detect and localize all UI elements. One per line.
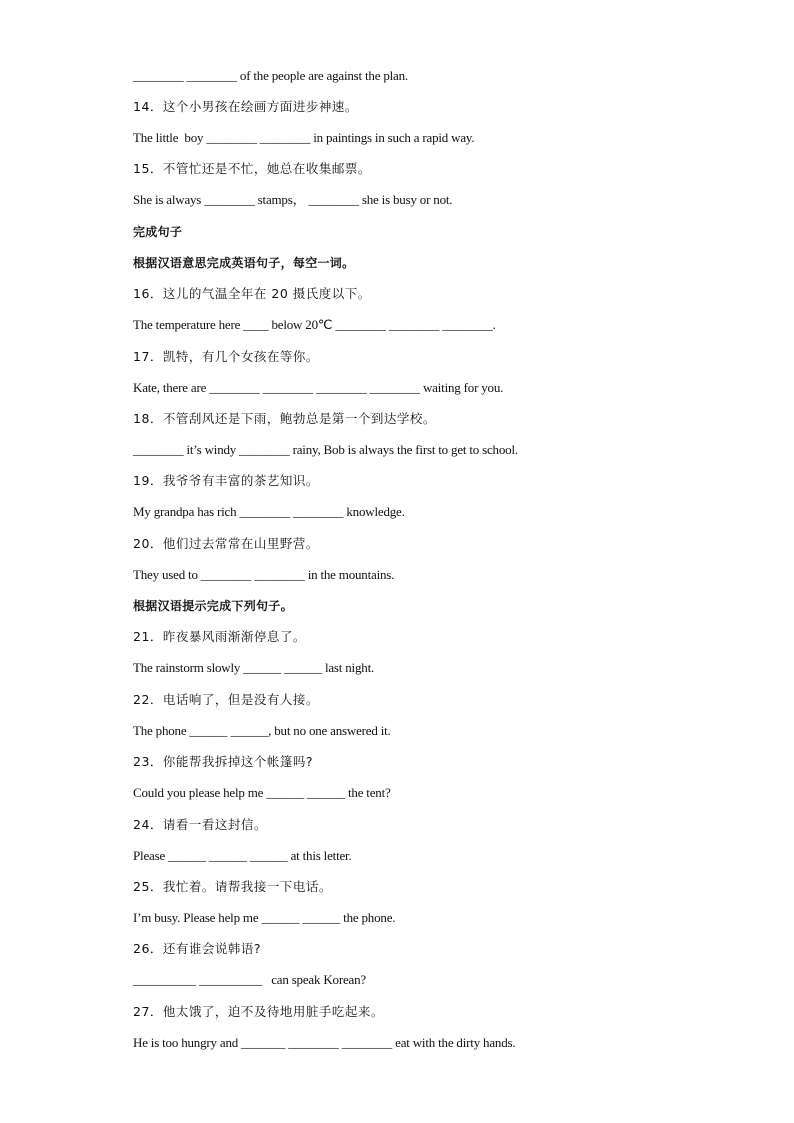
section-instruction: 根据汉语意思完成英语句子，每空一词。 [133,256,355,270]
sentence-15-english: She is always ________ stamps， ________ she is busy or not. [133,192,453,207]
sentence-19-english: My grandpa has rich ________ ________ knowledge. [133,504,405,519]
sentence-27-english: He is too hungry and _______ ________ ________ eat with the dirty hands. [133,1035,516,1050]
question-18-chinese: 18．不管刮风还是下雨，鲍勃总是第一个到达学校。 [133,411,436,426]
question-14-chinese: 14．这个小男孩在绘画方面进步神速。 [133,99,358,114]
question-23-chinese: 23．你能帮我拆掉这个帐篷吗? [133,754,314,769]
question-26-chinese: 26．还有谁会说韩语? [133,941,262,956]
section-heading: 完成句子 [133,225,183,239]
question-27-chinese: 27．他太饿了，迫不及待地用脏手吃起来。 [133,1004,384,1019]
question-24-chinese: 24．请看一看这封信。 [133,817,267,832]
sentence-26-english: __________ __________ can speak Korean? [133,972,366,987]
sentence-14-english: The little boy ________ ________ in paintings in such a rapid way. [133,130,475,145]
question-16-chinese: 16．这儿的气温全年在 20 摄氏度以下。 [133,286,371,301]
sentence-25-english: I’m busy. Please help me ______ ______ the phone. [133,910,396,925]
sentence-21-english: The rainstorm slowly ______ ______ last night. [133,660,375,675]
sentence-24-english: Please ______ ______ ______ at this letter. [133,848,352,863]
sentence-16-english: The temperature here ____ below 20℃ ________ ________ ________. [133,317,496,332]
sentence-13-english: ________ ________ of the people are against the plan. [133,68,408,83]
sentence-20-english: They used to ________ ________ in the mountains. [133,567,395,582]
section-instruction-2: 根据汉语提示完成下列句子。 [133,599,293,613]
question-15-chinese: 15．不管忙还是不忙，她总在收集邮票。 [133,161,371,176]
question-19-chinese: 19．我爷爷有丰富的茶艺知识。 [133,473,319,488]
sentence-18-english: ________ it’s windy ________ rainy, Bob is always the first to get to school. [133,442,518,457]
sentence-23-english: Could you please help me ______ ______ the tent? [133,785,391,800]
sentence-17-english: Kate, there are ________ ________ ________ ________ waiting for you. [133,380,504,395]
sentence-22-english: The phone ______ ______, but no one answered it. [133,723,391,738]
question-17-chinese: 17．凯特，有几个女孩在等你。 [133,349,319,364]
question-22-chinese: 22．电话响了，但是没有人接。 [133,692,319,707]
question-21-chinese: 21．昨夜暴风雨渐渐停息了。 [133,629,306,644]
question-25-chinese: 25．我忙着。请帮我接一下电话。 [133,879,332,894]
question-20-chinese: 20．他们过去常常在山里野营。 [133,536,319,551]
